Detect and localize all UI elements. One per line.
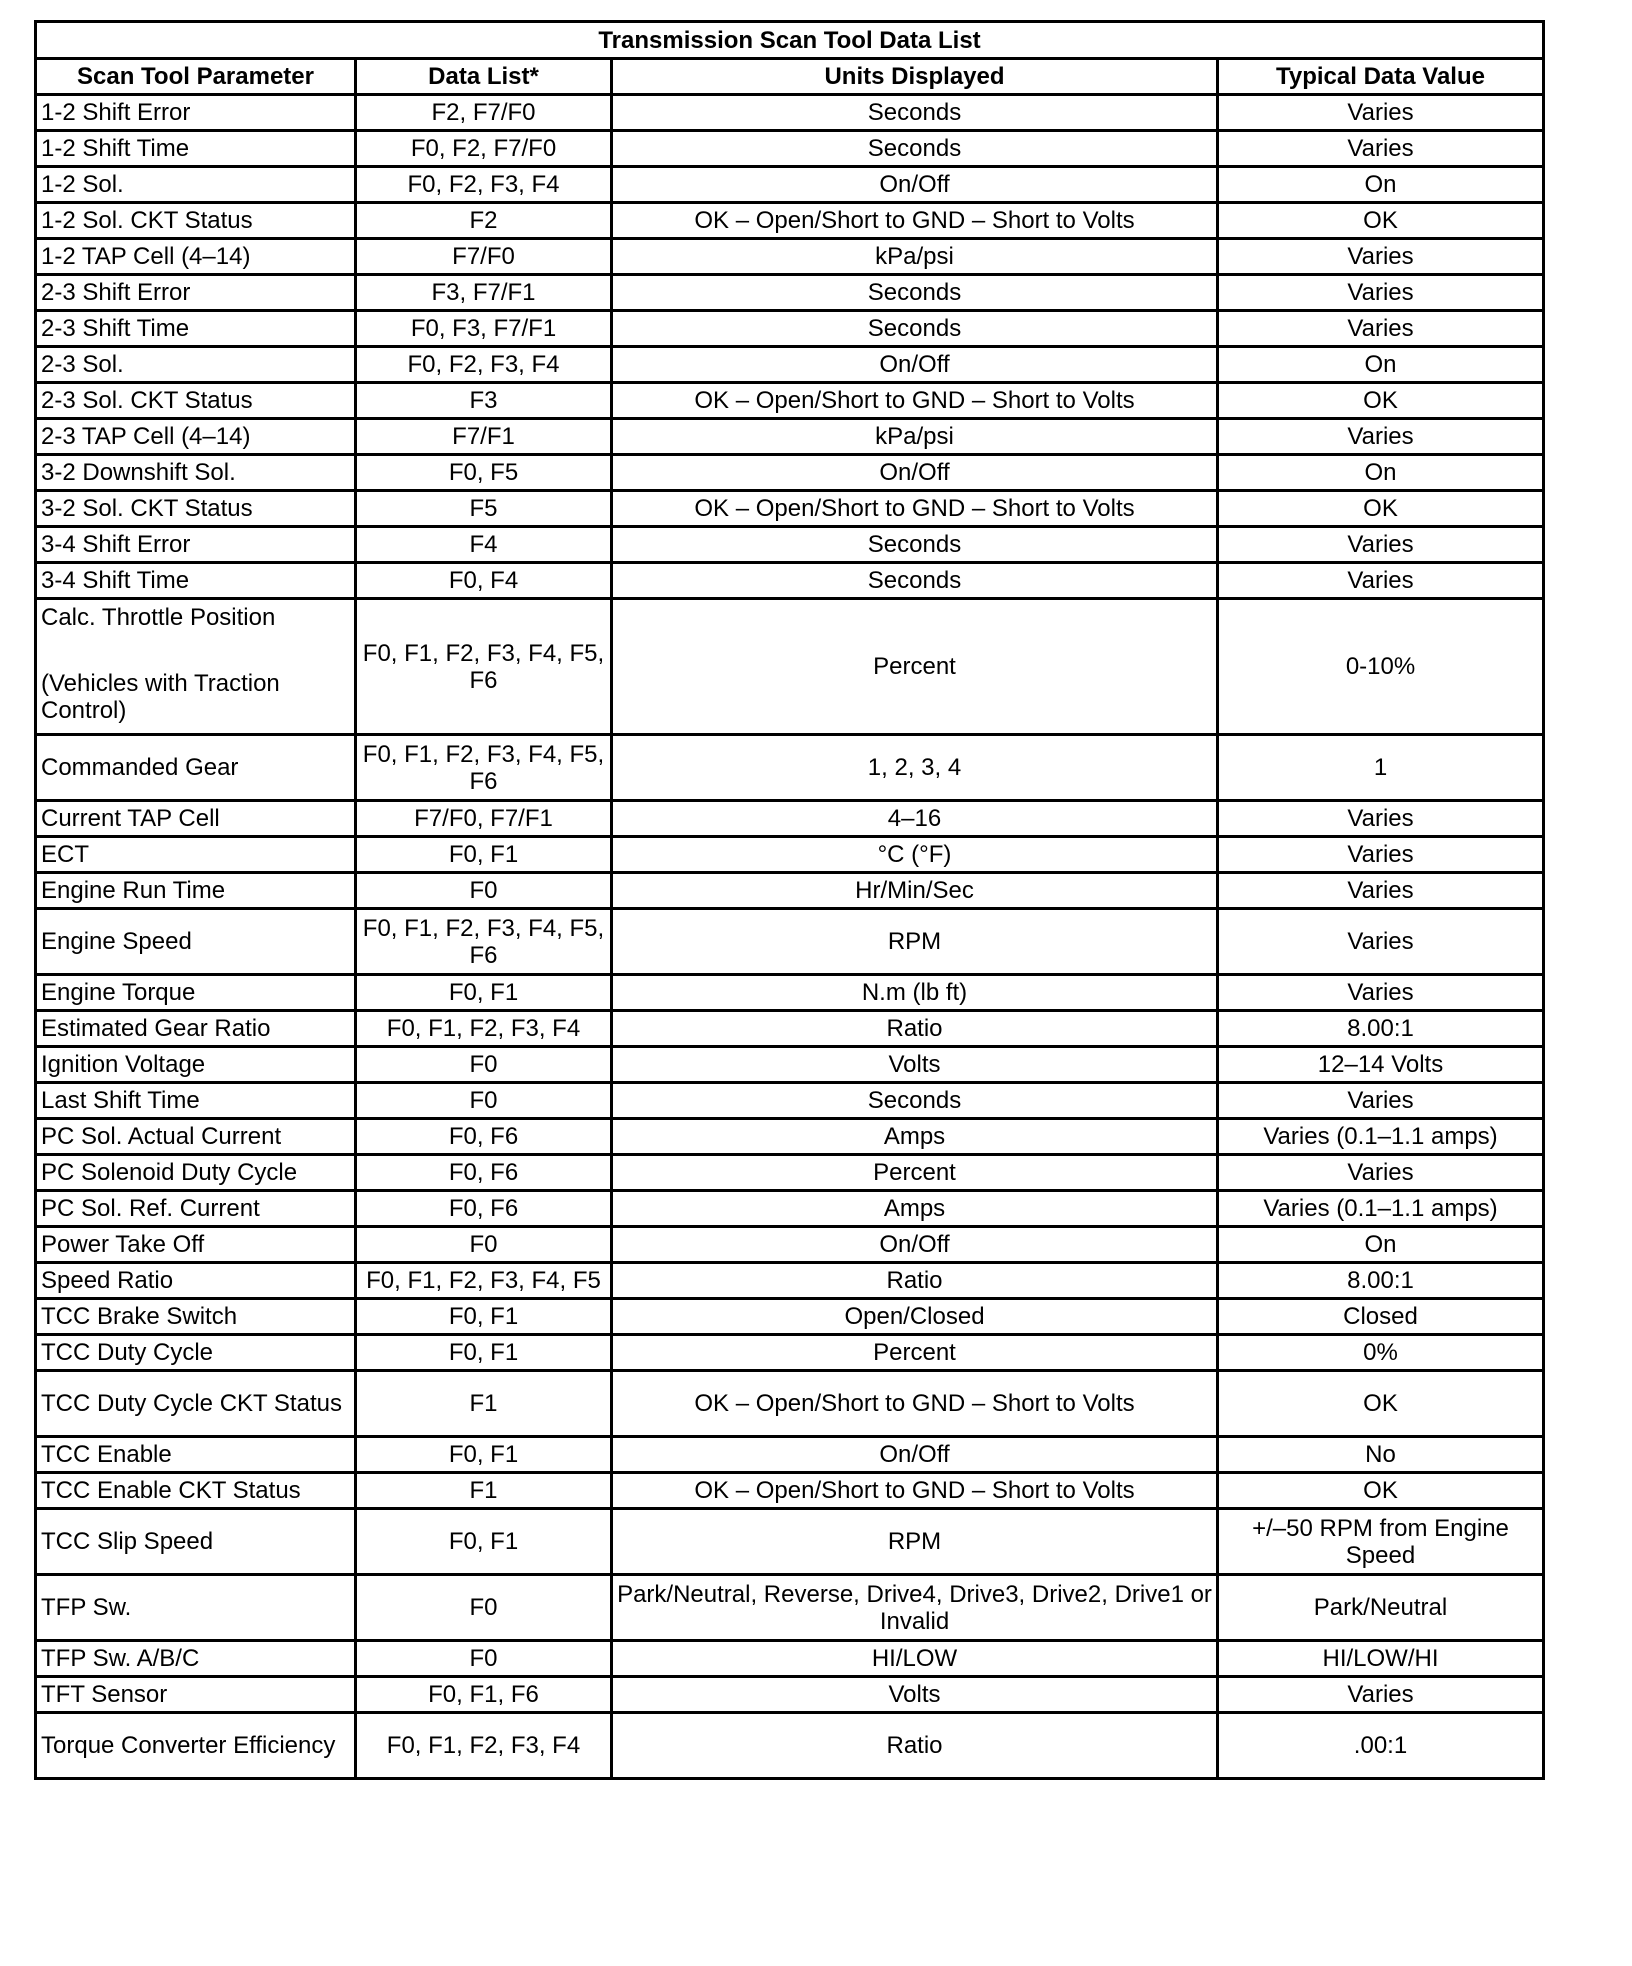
cell-units: 4–16 <box>612 801 1218 837</box>
table-row <box>36 1473 1544 1509</box>
table-row <box>36 131 1544 167</box>
cell-typical-value: Varies <box>1218 563 1544 599</box>
cell-typical-value: HI/LOW/HI <box>1218 1641 1544 1677</box>
table-row <box>36 167 1544 203</box>
cell-typical-value: Varies <box>1218 909 1544 975</box>
cell-parameter: PC Sol. Actual Current <box>36 1119 356 1155</box>
table-row <box>36 1509 1544 1575</box>
cell-data-list: F0, F4 <box>356 563 612 599</box>
table-row <box>36 203 1544 239</box>
cell-typical-value: 8.00:1 <box>1218 1263 1544 1299</box>
cell-units: Seconds <box>612 563 1218 599</box>
cell-parameter: 2-3 Sol. <box>36 347 356 383</box>
cell-typical-value: On <box>1218 1227 1544 1263</box>
cell-units: OK – Open/Short to GND – Short to Volts <box>612 203 1218 239</box>
cell-data-list: F0 <box>356 1047 612 1083</box>
table-row <box>36 419 1544 455</box>
cell-typical-value: .00:1 <box>1218 1713 1544 1779</box>
cell-data-list: F1 <box>356 1371 612 1437</box>
cell-units: Percent <box>612 1155 1218 1191</box>
cell-units: kPa/psi <box>612 419 1218 455</box>
table-row <box>36 1083 1544 1119</box>
cell-parameter: TFP Sw. A/B/C <box>36 1641 356 1677</box>
cell-data-list: F0, F6 <box>356 1155 612 1191</box>
cell-parameter: Estimated Gear Ratio <box>36 1011 356 1047</box>
cell-data-list: F0 <box>356 1575 612 1641</box>
cell-data-list: F2, F7/F0 <box>356 95 612 131</box>
table-row <box>36 837 1544 873</box>
cell-typical-value: +/–50 RPM from Engine Speed <box>1218 1509 1544 1575</box>
cell-units: OK – Open/Short to GND – Short to Volts <box>612 1473 1218 1509</box>
cell-units: Seconds <box>612 311 1218 347</box>
cell-parameter: Torque Converter Efficiency <box>36 1713 356 1779</box>
cell-typical-value: 8.00:1 <box>1218 1011 1544 1047</box>
cell-units: On/Off <box>612 347 1218 383</box>
cell-data-list: F0, F2, F3, F4 <box>356 167 612 203</box>
cell-units: Percent <box>612 1335 1218 1371</box>
cell-data-list: F3 <box>356 383 612 419</box>
table-row <box>36 1641 1544 1677</box>
cell-parameter: TCC Enable <box>36 1437 356 1473</box>
cell-parameter: 1-2 Sol. <box>36 167 356 203</box>
cell-typical-value: No <box>1218 1437 1544 1473</box>
cell-data-list: F3, F7/F1 <box>356 275 612 311</box>
cell-units: OK – Open/Short to GND – Short to Volts <box>612 1371 1218 1437</box>
table-row <box>36 873 1544 909</box>
cell-data-list: F0 <box>356 1227 612 1263</box>
cell-data-list: F2 <box>356 203 612 239</box>
table-body <box>36 95 1544 1779</box>
cell-typical-value: 12–14 Volts <box>1218 1047 1544 1083</box>
cell-typical-value: Closed <box>1218 1299 1544 1335</box>
cell-typical-value: On <box>1218 347 1544 383</box>
cell-units: Seconds <box>612 1083 1218 1119</box>
cell-data-list: F7/F1 <box>356 419 612 455</box>
table-row <box>36 1155 1544 1191</box>
cell-data-list: F0, F1 <box>356 1299 612 1335</box>
table-title: Transmission Scan Tool Data List <box>36 22 1544 59</box>
cell-typical-value: Varies <box>1218 131 1544 167</box>
cell-units: On/Off <box>612 1437 1218 1473</box>
cell-data-list: F0, F1 <box>356 837 612 873</box>
cell-data-list: F0, F1, F2, F3, F4, F5, F6 <box>356 735 612 801</box>
table-row <box>36 527 1544 563</box>
cell-parameter: Speed Ratio <box>36 1263 356 1299</box>
cell-parameter: PC Solenoid Duty Cycle <box>36 1155 356 1191</box>
cell-parameter: Power Take Off <box>36 1227 356 1263</box>
cell-units: Seconds <box>612 275 1218 311</box>
cell-units: Seconds <box>612 95 1218 131</box>
cell-data-list: F0, F6 <box>356 1119 612 1155</box>
cell-units: Seconds <box>612 527 1218 563</box>
cell-parameter: Engine Speed <box>36 909 356 975</box>
cell-typical-value: Varies <box>1218 873 1544 909</box>
cell-units: Volts <box>612 1047 1218 1083</box>
cell-parameter: 1-2 Shift Error <box>36 95 356 131</box>
cell-units: Amps <box>612 1119 1218 1155</box>
cell-typical-value: 0-10% <box>1218 599 1544 735</box>
cell-data-list: F0, F3, F7/F1 <box>356 311 612 347</box>
cell-parameter: 3-4 Shift Error <box>36 527 356 563</box>
cell-typical-value: Varies <box>1218 1083 1544 1119</box>
table-row <box>36 347 1544 383</box>
cell-units: RPM <box>612 909 1218 975</box>
table-row <box>36 1335 1544 1371</box>
cell-parameter: PC Sol. Ref. Current <box>36 1191 356 1227</box>
cell-data-list: F0, F1, F2, F3, F4, F5, F6 <box>356 909 612 975</box>
cell-units: On/Off <box>612 1227 1218 1263</box>
cell-data-list: F5 <box>356 491 612 527</box>
table-row <box>36 1677 1544 1713</box>
cell-typical-value: 0% <box>1218 1335 1544 1371</box>
cell-units: On/Off <box>612 455 1218 491</box>
cell-data-list: F4 <box>356 527 612 563</box>
table-row <box>36 1119 1544 1155</box>
table-row <box>36 383 1544 419</box>
cell-data-list: F0, F5 <box>356 455 612 491</box>
cell-parameter: TFP Sw. <box>36 1575 356 1641</box>
cell-data-list: F0, F6 <box>356 1191 612 1227</box>
cell-parameter: Current TAP Cell <box>36 801 356 837</box>
cell-typical-value: On <box>1218 167 1544 203</box>
cell-typical-value: Varies <box>1218 527 1544 563</box>
cell-units: On/Off <box>612 167 1218 203</box>
cell-parameter: Engine Run Time <box>36 873 356 909</box>
column-header-units: Units Displayed <box>612 59 1218 95</box>
column-header-parameter: Scan Tool Parameter <box>36 59 356 95</box>
table-row <box>36 1191 1544 1227</box>
cell-typical-value: On <box>1218 455 1544 491</box>
cell-parameter: TCC Brake Switch <box>36 1299 356 1335</box>
cell-typical-value: OK <box>1218 491 1544 527</box>
column-header-data-list: Data List* <box>356 59 612 95</box>
cell-typical-value: Varies <box>1218 837 1544 873</box>
cell-parameter: Commanded Gear <box>36 735 356 801</box>
parameter-name: Calc. Throttle Position <box>41 604 276 631</box>
cell-units: OK – Open/Short to GND – Short to Volts <box>612 383 1218 419</box>
table-row <box>36 1227 1544 1263</box>
cell-parameter: 3-2 Sol. CKT Status <box>36 491 356 527</box>
cell-data-list: F1 <box>356 1473 612 1509</box>
cell-typical-value: Park/Neutral <box>1218 1575 1544 1641</box>
cell-parameter: 2-3 TAP Cell (4–14) <box>36 419 356 455</box>
table-row <box>36 975 1544 1011</box>
cell-parameter: Ignition Voltage <box>36 1047 356 1083</box>
cell-typical-value: Varies <box>1218 275 1544 311</box>
cell-parameter: 1-2 Sol. CKT Status <box>36 203 356 239</box>
cell-units: Percent <box>612 599 1218 735</box>
cell-typical-value: Varies <box>1218 95 1544 131</box>
cell-units: Ratio <box>612 1011 1218 1047</box>
cell-parameter: Last Shift Time <box>36 1083 356 1119</box>
table-row <box>36 801 1544 837</box>
cell-parameter: TCC Enable CKT Status <box>36 1473 356 1509</box>
cell-parameter: TFT Sensor <box>36 1677 356 1713</box>
cell-typical-value: Varies <box>1218 239 1544 275</box>
cell-data-list: F0 <box>356 1083 612 1119</box>
cell-units: °C (°F) <box>612 837 1218 873</box>
cell-typical-value: OK <box>1218 203 1544 239</box>
cell-units: Volts <box>612 1677 1218 1713</box>
cell-units: 1, 2, 3, 4 <box>612 735 1218 801</box>
cell-parameter: TCC Duty Cycle CKT Status <box>36 1371 356 1437</box>
cell-typical-value: Varies (0.1–1.1 amps) <box>1218 1119 1544 1155</box>
cell-typical-value: Varies <box>1218 1155 1544 1191</box>
cell-typical-value: Varies <box>1218 1677 1544 1713</box>
table-row <box>36 455 1544 491</box>
table-row <box>36 599 1544 735</box>
table-row <box>36 95 1544 131</box>
cell-typical-value: Varies <box>1218 419 1544 455</box>
cell-typical-value: OK <box>1218 1371 1544 1437</box>
cell-parameter: 2-3 Shift Error <box>36 275 356 311</box>
cell-typical-value: 1 <box>1218 735 1544 801</box>
cell-units: Open/Closed <box>612 1299 1218 1335</box>
cell-data-list: F0 <box>356 873 612 909</box>
cell-data-list: F0, F1 <box>356 1335 612 1371</box>
cell-parameter: 1-2 TAP Cell (4–14) <box>36 239 356 275</box>
cell-data-list: F7/F0, F7/F1 <box>356 801 612 837</box>
cell-typical-value: Varies (0.1–1.1 amps) <box>1218 1191 1544 1227</box>
table-row <box>36 1047 1544 1083</box>
cell-data-list: F0, F2, F3, F4 <box>356 347 612 383</box>
cell-parameter: TCC Slip Speed <box>36 1509 356 1575</box>
cell-data-list: F0, F1, F2, F3, F4 <box>356 1713 612 1779</box>
cell-parameter: ECT <box>36 837 356 873</box>
cell-typical-value: Varies <box>1218 801 1544 837</box>
table-row <box>36 1575 1544 1641</box>
cell-data-list: F7/F0 <box>356 239 612 275</box>
cell-data-list: F0, F1 <box>356 1437 612 1473</box>
parameter-note: (Vehicles with Traction Control) <box>41 670 280 724</box>
table-row <box>36 1263 1544 1299</box>
scan-tool-data-table <box>34 20 1545 1780</box>
cell-data-list: F0, F1, F2, F3, F4, F5 <box>356 1263 612 1299</box>
table-row <box>36 275 1544 311</box>
table-row <box>36 1713 1544 1779</box>
table-row <box>36 1299 1544 1335</box>
cell-data-list: F0, F2, F7/F0 <box>356 131 612 167</box>
cell-typical-value: OK <box>1218 1473 1544 1509</box>
cell-data-list: F0, F1 <box>356 975 612 1011</box>
cell-parameter: 1-2 Shift Time <box>36 131 356 167</box>
spacer <box>41 631 350 670</box>
cell-typical-value: Varies <box>1218 975 1544 1011</box>
column-header-typical-value: Typical Data Value <box>1218 59 1544 95</box>
cell-typical-value: Varies <box>1218 311 1544 347</box>
cell-units: kPa/psi <box>612 239 1218 275</box>
cell-typical-value: OK <box>1218 383 1544 419</box>
cell-units: Ratio <box>612 1263 1218 1299</box>
cell-parameter: 2-3 Shift Time <box>36 311 356 347</box>
cell-units: Park/Neutral, Reverse, Drive4, Drive3, Drive2, Drive1 or Invalid <box>612 1575 1218 1641</box>
cell-parameter: 2-3 Sol. CKT Status <box>36 383 356 419</box>
cell-data-list: F0 <box>356 1641 612 1677</box>
cell-units: Ratio <box>612 1713 1218 1779</box>
cell-parameter: TCC Duty Cycle <box>36 1335 356 1371</box>
table-row <box>36 1011 1544 1047</box>
table-row <box>36 563 1544 599</box>
cell-units: RPM <box>612 1509 1218 1575</box>
cell-parameter: 3-2 Downshift Sol. <box>36 455 356 491</box>
table-row <box>36 311 1544 347</box>
cell-parameter <box>36 599 356 735</box>
cell-parameter: Engine Torque <box>36 975 356 1011</box>
table-row <box>36 909 1544 975</box>
table-row <box>36 239 1544 275</box>
cell-data-list: F0, F1, F2, F3, F4 <box>356 1011 612 1047</box>
cell-data-list: F0, F1 <box>356 1509 612 1575</box>
cell-units: Hr/Min/Sec <box>612 873 1218 909</box>
cell-units: OK – Open/Short to GND – Short to Volts <box>612 491 1218 527</box>
table-row <box>36 1437 1544 1473</box>
cell-data-list: F0, F1, F2, F3, F4, F5, F6 <box>356 599 612 735</box>
cell-units: HI/LOW <box>612 1641 1218 1677</box>
cell-units: N.m (lb ft) <box>612 975 1218 1011</box>
table-row <box>36 1371 1544 1437</box>
cell-parameter: 3-4 Shift Time <box>36 563 356 599</box>
cell-units: Seconds <box>612 131 1218 167</box>
cell-units: Amps <box>612 1191 1218 1227</box>
table-row <box>36 491 1544 527</box>
table-row <box>36 735 1544 801</box>
cell-data-list: F0, F1, F6 <box>356 1677 612 1713</box>
